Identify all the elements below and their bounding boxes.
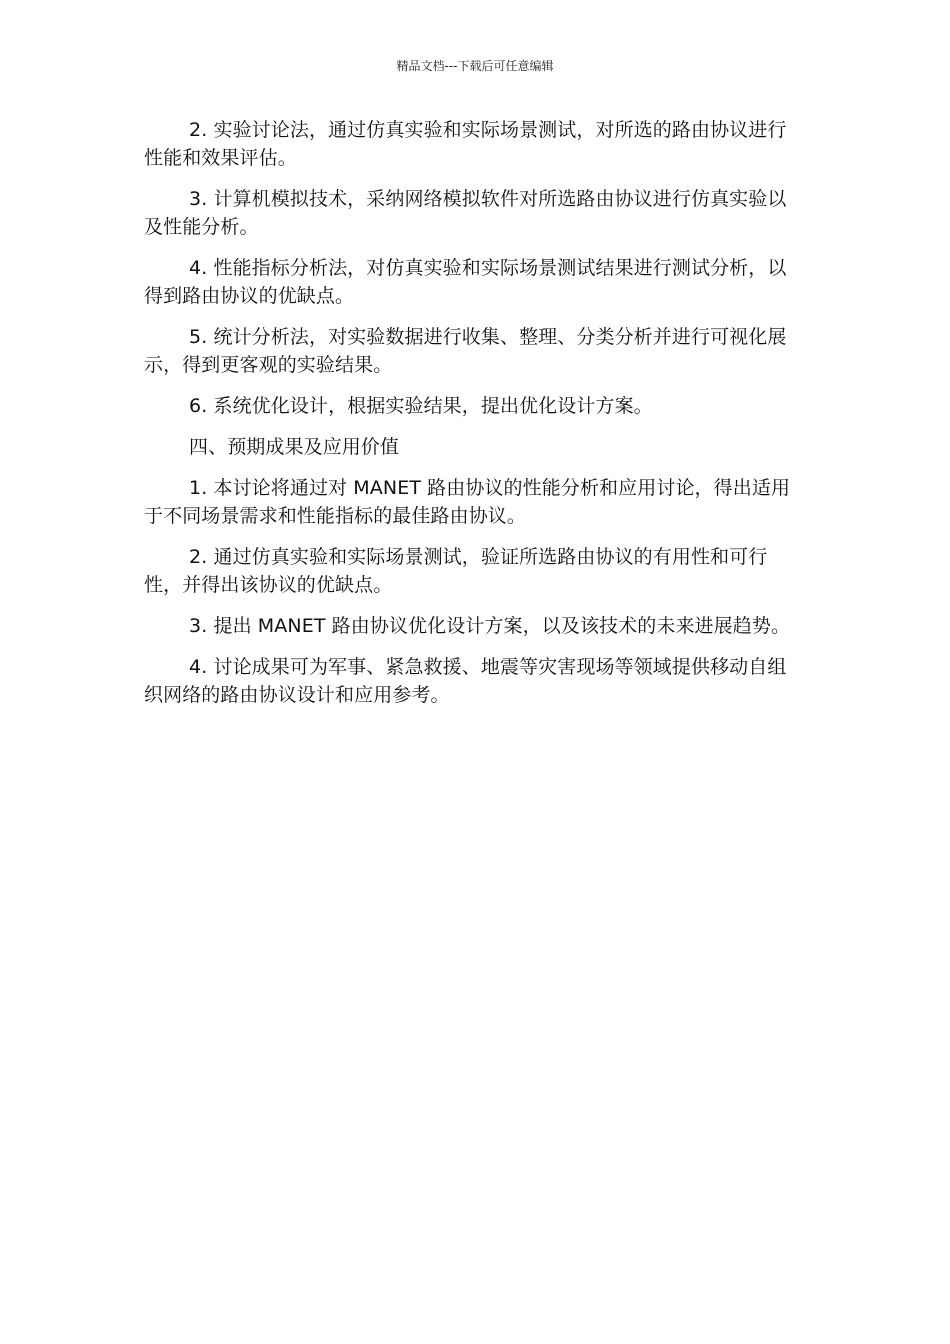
paragraph-result-1: 1. 本讨论将通过对 MANET 路由协议的性能分析和应用讨论，得出适用于不同场景需求和性能指标的最佳路由协议。 — [144, 477, 791, 527]
paragraph-method-4: 4. 性能指标分析法，对仿真实验和实际场景测试结果进行测试分析，以得到路由协议的优缺点。 — [144, 257, 787, 307]
paragraph-result-3: 3. 提出 MANET 路由协议优化设计方案，以及该技术的未来进展趋势。 — [189, 615, 791, 637]
document-body — [144, 116, 804, 722]
paragraph-method-5: 5. 统计分析法，对实验数据进行收集、整理、分类分析并进行可视化展示，得到更客观的实验结果。 — [144, 326, 787, 376]
page-header: 精品文档---下载后可任意编辑 — [396, 59, 554, 73]
paragraph-method-6: 6. 系统优化设计，根据实验结果，提出优化设计方案。 — [189, 395, 653, 417]
paragraph-result-4: 4. 讨论成果可为军事、紧急救援、地震等灾害现场等领域提供移动自组织网络的路由协议设计和应用参考。 — [144, 656, 787, 706]
paragraph-result-2: 2. 通过仿真实验和实际场景测试，验证所选路由协议的有用性和可行性，并得出该协议的优缺点。 — [144, 546, 768, 596]
section-heading-expected-results: 四、预期成果及应用价值 — [189, 436, 400, 458]
paragraph-method-3: 3. 计算机模拟技术，采纳网络模拟软件对所选路由协议进行仿真实验以及性能分析。 — [144, 188, 787, 238]
paragraph-method-2: 2. 实验讨论法，通过仿真实验和实际场景测试，对所选的路由协议进行性能和效果评估。 — [144, 119, 787, 169]
